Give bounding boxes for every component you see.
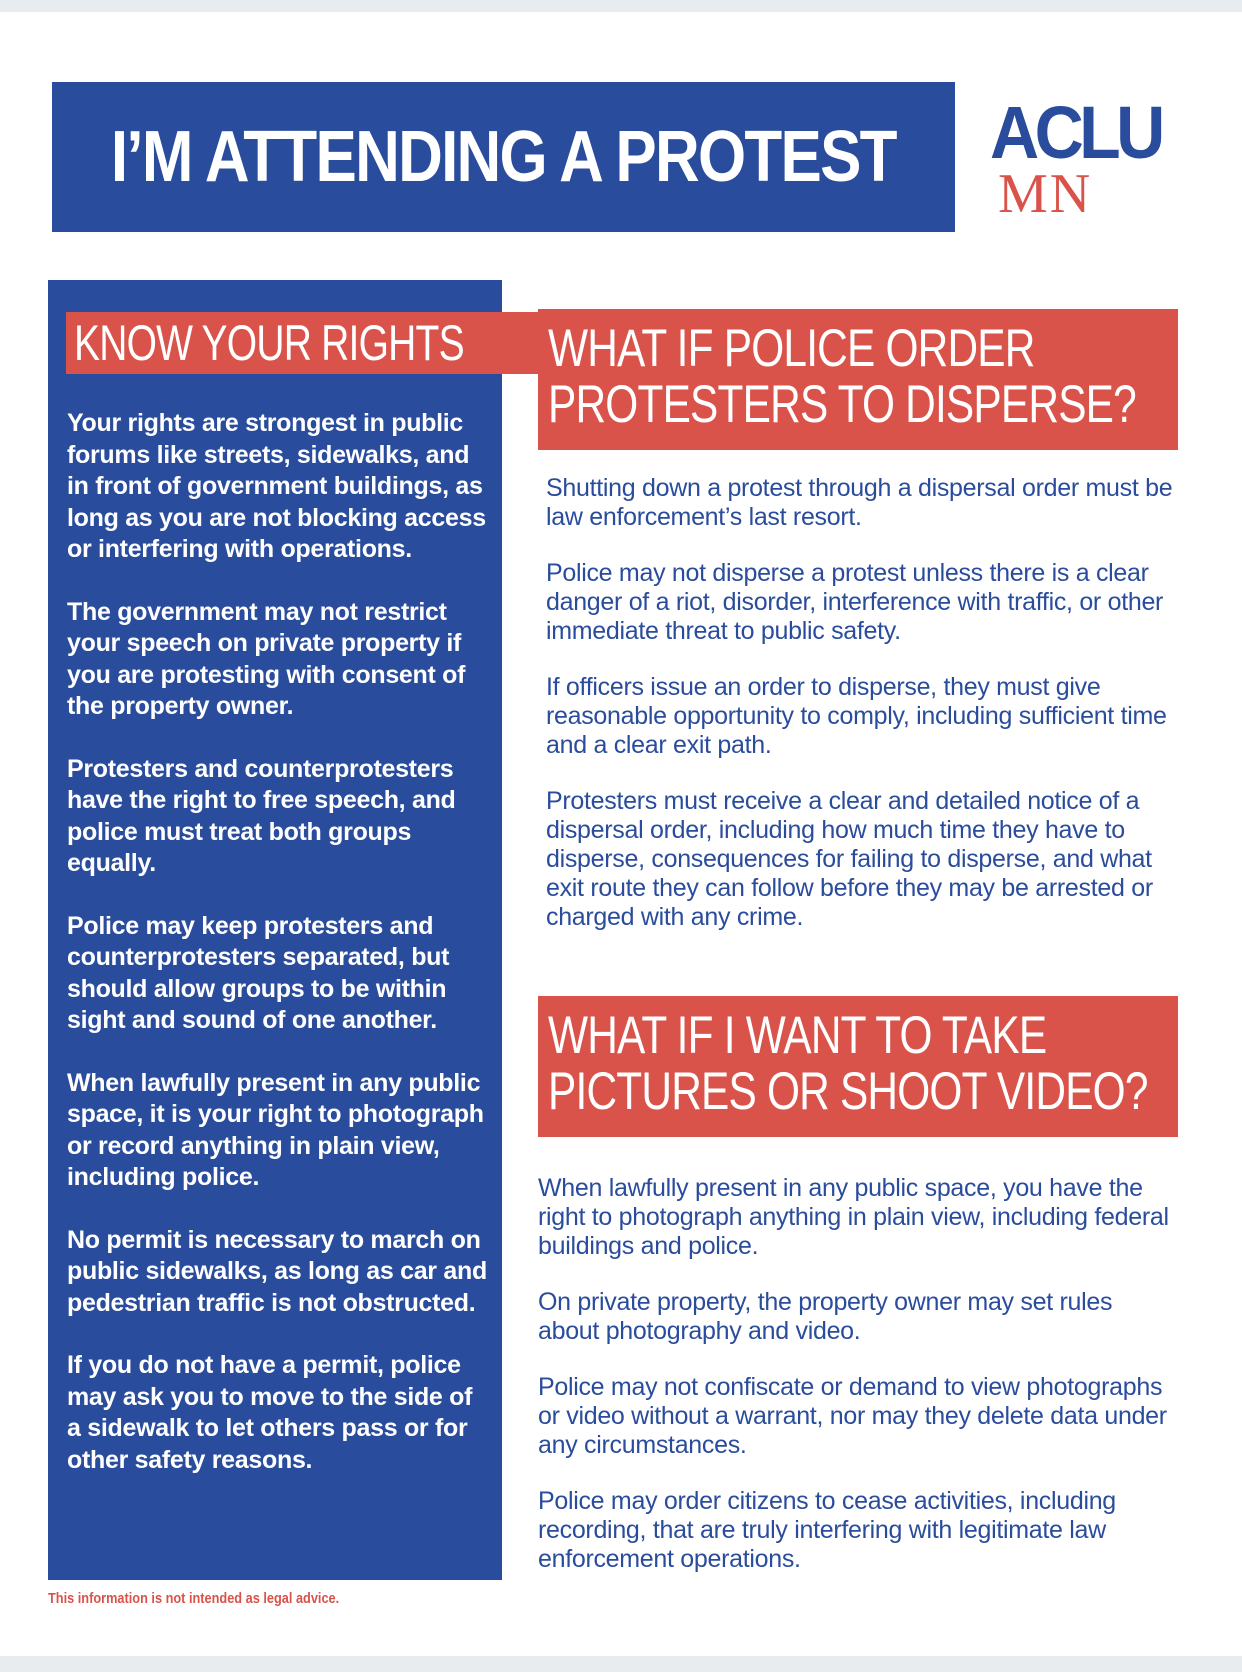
rights-paragraph: If you do not have a permit, police may ask you to move to the side of a sidewalk to let others pass or for other safety reasons.	[67, 1351, 473, 1474]
page-title: I’M ATTENDING A PROTEST	[111, 117, 896, 197]
photos-heading-box	[538, 996, 1178, 1137]
know-your-rights-heading-box	[66, 312, 582, 374]
disperse-heading-line1: WHAT IF POLICE ORDER	[548, 319, 1035, 378]
rights-paragraph: When lawfully present in any public space, it is your right to photograph or record anything in plain view, including police.	[67, 1068, 484, 1191]
know-your-rights-body	[67, 408, 487, 1507]
photos-paragraph: Police may not confiscate or demand to view photographs or video without a warrant, nor may they delete data under any circumstances.	[538, 1373, 1167, 1459]
rights-paragraph: The government may not restrict your speech on private property if you are protesting with consent of the property owner.	[67, 597, 466, 720]
photos-body	[538, 1174, 1178, 1601]
photos-paragraph: Police may order citizens to cease activities, including recording, that are truly interfering with legitimate law enforcement operations.	[538, 1487, 1116, 1573]
disperse-paragraph: Protesters must receive a clear and detailed notice of a dispersal order, including how much time they have to disperse, consequences for failing to disperse, and what exit route they can follow before they may be arrested or charged with any crime.	[546, 787, 1153, 931]
flyer-page	[0, 12, 1242, 1656]
disperse-body	[546, 474, 1186, 959]
disperse-heading-box	[538, 309, 1178, 450]
logo-aclu-text: ACLU	[990, 91, 1161, 174]
photos-paragraph: When lawfully present in any public space, you have the right to photograph anything in plain view, including federal buildings and police.	[538, 1174, 1169, 1260]
title-banner	[52, 82, 955, 232]
disperse-heading-line2: PROTESTERS TO DISPERSE?	[548, 375, 1136, 434]
photos-heading-line1: WHAT IF I WANT TO TAKE	[548, 1006, 1047, 1065]
disperse-paragraph: Police may not disperse a protest unless there is a clear danger of a riot, disorder, interference with traffic, or other immediate threat to public safety.	[546, 559, 1164, 645]
photos-paragraph: On private property, the property owner may set rules about photography and video.	[538, 1288, 1113, 1345]
disperse-paragraph: Shutting down a protest through a dispersal order must be law enforcement’s last resort.	[546, 474, 1173, 531]
rights-paragraph: Your rights are strongest in public forums like streets, sidewalks, and in front of government buildings, as long as you are not blocking access or interfering with operations.	[67, 409, 486, 563]
know-your-rights-heading: KNOW YOUR RIGHTS	[74, 315, 464, 371]
disperse-paragraph: If officers issue an order to disperse, they must give reasonable opportunity to comply, including sufficient time and a clear exit path.	[546, 673, 1167, 759]
logo-mn-text: MN	[998, 163, 1093, 225]
rights-paragraph: No permit is necessary to march on public sidewalks, as long as car and pedestrian traffic is not obstructed.	[67, 1225, 487, 1317]
know-your-rights-panel	[48, 280, 502, 1580]
legal-disclaimer: This information is not intended as legal advice.	[48, 1590, 340, 1607]
aclu-mn-logo	[990, 90, 1190, 230]
photos-heading-line2: PICTURES OR SHOOT VIDEO?	[548, 1062, 1148, 1121]
rights-paragraph: Protesters and counterprotesters have the right to free speech, and police must treat both groups equally.	[67, 754, 456, 877]
rights-paragraph: Police may keep protesters and counterprotesters separated, but should allow groups to be within sight and sound of one another.	[67, 911, 450, 1034]
